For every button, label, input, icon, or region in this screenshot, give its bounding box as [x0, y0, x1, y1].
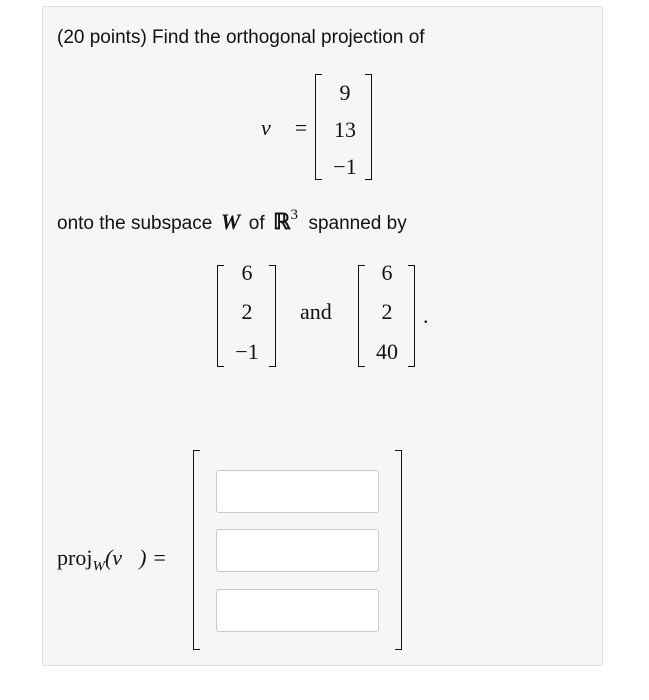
vector-v-entry-2: 13 [334, 117, 356, 142]
vector-v-entry-1: 9 [339, 80, 351, 105]
matrix-left-bracket [358, 265, 365, 367]
span-vector-2-entry-1: 6 [381, 260, 393, 285]
onto-text: onto the subspace [57, 213, 213, 234]
span-vector-1-entry-2: 2 [241, 299, 253, 324]
proj-argument: (v⃗) = [104, 545, 167, 570]
proj-subscript: W [92, 558, 105, 575]
spanned-by-text: spanned by [308, 213, 407, 234]
span-vector-1-entry-3: −1 [235, 339, 259, 364]
problem-card [42, 6, 603, 666]
subspace-sentence [57, 206, 407, 235]
span-vector-1-entry-1: 6 [241, 260, 253, 285]
matrix-left-bracket [315, 74, 322, 180]
answer-right-bracket [395, 450, 402, 650]
problem-intro: (20 points) Find the orthogonal projection of [57, 27, 425, 48]
matrix-right-bracket [408, 265, 415, 367]
matrix-left-bracket [217, 265, 224, 367]
span-vector-2-entry-2: 2 [381, 299, 393, 324]
of-text: of [248, 213, 265, 234]
real-space-symbol: ℝ [273, 209, 291, 234]
answer-left-bracket [193, 450, 200, 650]
and-text: and [300, 299, 332, 324]
vector-v-label: v⃗ = [261, 115, 309, 140]
proj-text: proj [57, 545, 93, 570]
matrix-right-bracket [365, 74, 372, 180]
vector-v-entry-3: −1 [333, 154, 357, 179]
answer-input-2[interactable] [216, 529, 379, 572]
answer-input-1[interactable] [216, 470, 379, 513]
span-vector-2-entry-3: 40 [376, 339, 398, 364]
real-space-exponent: 3 [290, 206, 299, 223]
period: . [423, 303, 429, 328]
answer-input-3[interactable] [216, 589, 379, 632]
matrix-right-bracket [269, 265, 276, 367]
proj-label [57, 545, 167, 575]
subspace-symbol: W [220, 209, 241, 234]
